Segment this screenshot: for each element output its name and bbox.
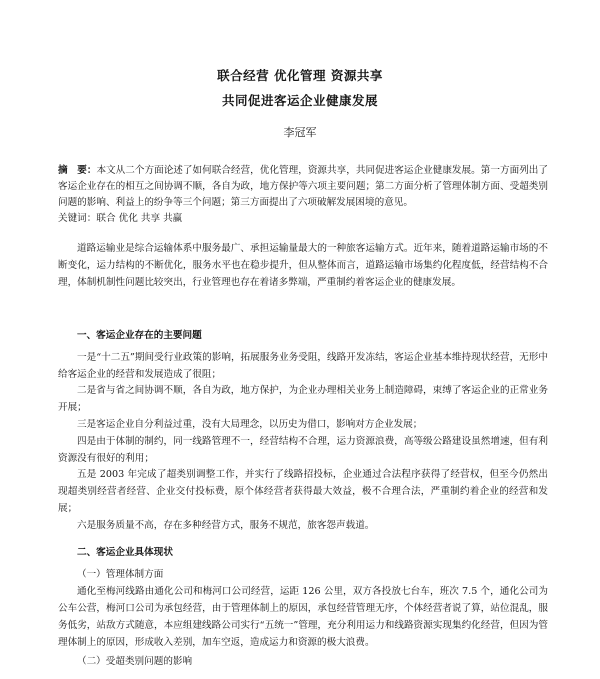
section1-item-6: 六是服务质量不高，存在多种经营方式，服务不规范，旅客怨声载道。 [77, 520, 375, 531]
article-title-line2: 共同促进客运企业健康发展 [221, 93, 378, 108]
keywords-label: 关键词： [58, 213, 97, 224]
keywords [58, 211, 548, 227]
section1-heading: 一、客运企业存在的主要问题 [77, 330, 202, 341]
section1-item-4: 四是由于体制的制约，同一线路管理不一，经营结构不合理，运力资源浪费，高等级公路建设虽然增速，但有利资源没有很好的利用； [58, 436, 548, 464]
section1-item-3: 三是客运企业自分利益过重，没有大局理念，以历史为借口，影响对方企业发展； [77, 419, 423, 430]
abstract-label: 摘 要： [58, 165, 97, 176]
section2-paragraph-1: 通化至梅河线路由通化公司和梅河口公司经营，运距 126 公里，双方各投放七台车，班次 7.5 个，通化公司为公车公营，梅河口公司为承包经营，由于管理体制上的原因，承包经营管理无序，个体经营者说了算，站位混乱，服务低劣，站敌方式随意，本应组建线路公司实行“五统一”管理，充分利用运力和线路资源实现集约化经营，但因为管理体制上的原因，形成收入差别，加车空返，造成运力和资源的极大浪费。 [58, 586, 548, 648]
article-title-line1: 联合经营 优化管理 资源共享 [217, 68, 383, 83]
section2-subheading-1: （一）管理体制方面 [77, 569, 164, 580]
section2-heading: 二、客运企业具体现状 [77, 547, 173, 558]
intro-paragraph: 道路运输业是综合运输体系中服务最广、承担运输量最大的一种旅客运输方式。近年来，随着道路运输市场的不断变化，运力结构的不断优化，服务水平也在稳步提升，但从整体而言，道路运输市场集约化程度低，经营结构不合理，体制机制性问题比较突出，行业管理也存在着诸多弊端，严重制约着客运企业的健康发展。 [58, 243, 548, 288]
section1-item-2: 二是省与省之间协调不顺，各自为政，地方保护，为企业办理相关业务上制造障碍，束缚了客运企业的正常业务开展； [58, 385, 548, 413]
section1-item-5: 五是 2003 年完成了超类别调整工作，并实行了线路招投标，企业通过合法程序获得了经营权，但至今仍然出现超类别经营者经营、企业交付投标费，原个体经营者获得最大效益，极不合理合法，严重制约着企业的经营和发展； [58, 469, 548, 514]
abstract [58, 163, 548, 211]
keywords-text: 联合 优化 共享 共赢 [96, 213, 183, 224]
section1-item-1: 一是“十二五”期间受行业政策的影响，拓展服务业务受阻，线路开发冻结，客运企业基本维持现状经营，无形中给客运企业的经营和发展造成了很阻； [58, 352, 548, 380]
author-name: 李冠军 [283, 126, 317, 139]
section2-subheading-2: （二）受超类别问题的影响 [77, 656, 193, 667]
abstract-text: 本文从二个方面论述了如何联合经营，优化管理，资源共享，共同促进客运企业健康发展。第一方面列出了客运企业存在的相互之间协调不顺，各自为政，地方保护等六项主要问题；第二方面分析了管理体制方面、受超类别问题的影响、利益上的纷争等三个问题；第三方面提出了六项破解发展困境的意见。 [58, 165, 549, 208]
